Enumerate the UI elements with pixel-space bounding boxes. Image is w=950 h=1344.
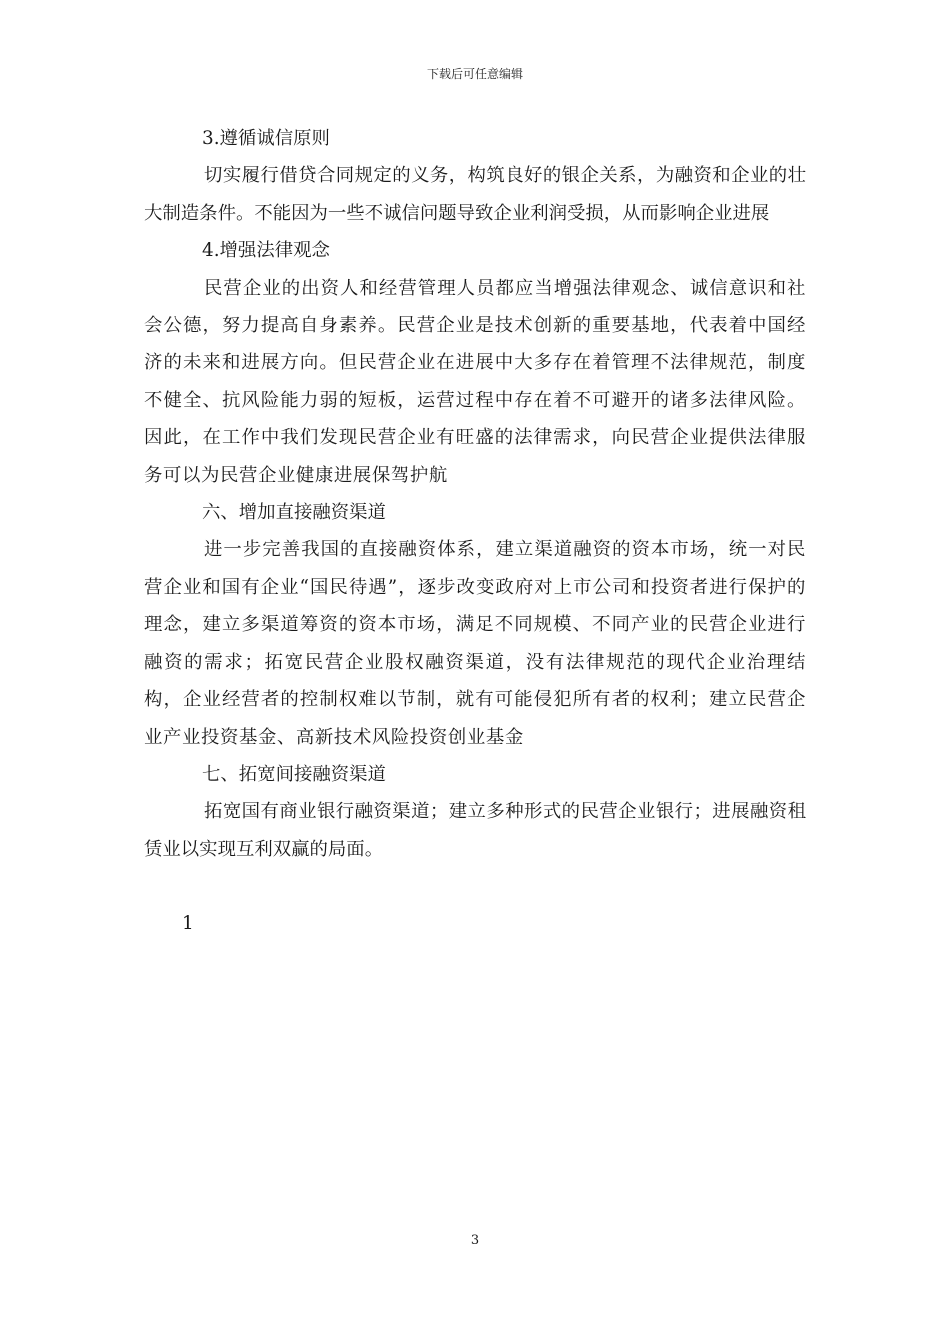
document-body — [144, 120, 806, 868]
stray-mark: 1 — [182, 913, 194, 934]
section-heading-legal: 4.增强法律观念 — [202, 240, 330, 262]
section-paragraph-legal: 民营企业的出资人和经营管理人员都应当增强法律观念、诚信意识和社会公德，努力提高自身素养。民营企业是技术创新的重要基地，代表着中国经济的未来和进展方向。但民营企业在进展中大多存在着管理不法律规范，制度不健全、抗风险能力弱的短板，运营过程中存在着不可避开的诸多法律风险。因此，在工作中我们发现民营企业有旺盛的法律需求，向民营企业提供法律服务可以为民营企业健康进展保驾护航 — [144, 277, 806, 486]
section-heading-direct-financing: 六、增加直接融资渠道 — [202, 502, 386, 524]
section-paragraph-indirect-financing: 拓宽国有商业银行融资渠道；建立多种形式的民营企业银行；进展融资租赁业以实现互利双赢的局面。 — [144, 801, 806, 860]
section-heading-indirect-financing: 七、拓宽间接融资渠道 — [202, 763, 386, 785]
page-number: 3 — [470, 1233, 480, 1248]
page-header: 下载后可任意编辑 — [426, 67, 523, 81]
section-heading-integrity: 3.遵循诚信原则 — [202, 128, 330, 149]
section-paragraph-integrity: 切实履行借贷合同规定的义务，构筑良好的银企关系，为融资和企业的壮大制造条件。不能因为一些不诚信问题导致企业利润受损，从而影响企业进展 — [144, 165, 806, 224]
section-paragraph-direct-financing: 进一步完善我国的直接融资体系，建立渠道融资的资本市场，统一对民营企业和国有企业“国民待遇”，逐步改变政府对上市公司和投资者进行保护的理念，建立多渠道筹资的资本市场，满足不同规模、不同产业的民营企业进行融资的需求；拓宽民营企业股权融资渠道，没有法律规范的现代企业治理结构，企业经营者的控制权难以节制，就有可能侵犯所有者的权利；建立民营企业产业投资基金、高新技术风险投资创业基金 — [144, 539, 806, 748]
